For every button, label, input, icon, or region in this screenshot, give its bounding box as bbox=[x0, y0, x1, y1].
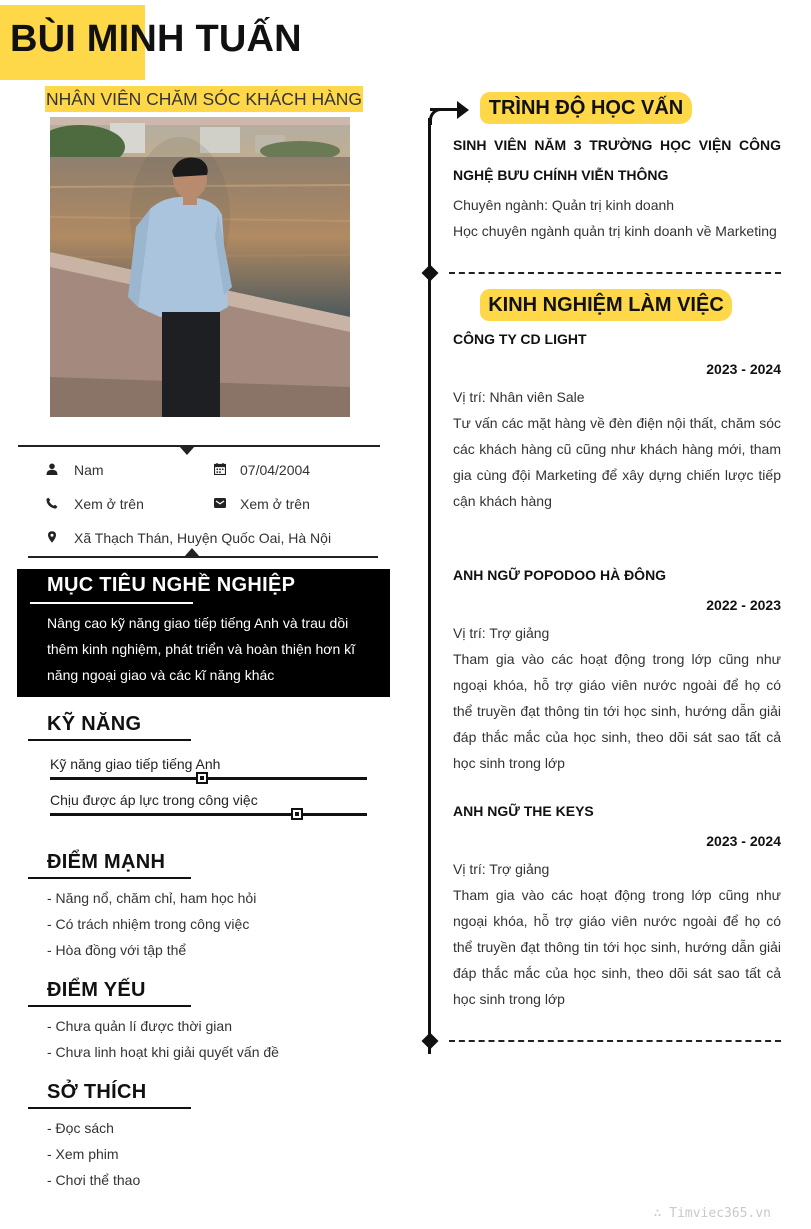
skill-level-marker bbox=[291, 808, 303, 820]
divider-pointer-down bbox=[179, 446, 195, 455]
hobbies-title: SỞ THÍCH bbox=[47, 1081, 147, 1103]
career-objective-underline bbox=[30, 602, 193, 604]
job-position: Vị trí: Nhân viên Sale bbox=[453, 389, 585, 405]
education-line: Chuyên ngành: Quản trị kinh doanh bbox=[453, 197, 675, 213]
skill-bar bbox=[50, 777, 367, 780]
job-period: 2023 - 2024 bbox=[706, 361, 781, 377]
section-dashed-divider bbox=[449, 272, 781, 274]
hobby-item: - Chơi thể thao bbox=[47, 1172, 141, 1188]
strengths-title: ĐIỂM MẠNH bbox=[47, 851, 166, 873]
job-company: ANH NGỮ THE KEYS bbox=[453, 803, 594, 819]
hobbies-underline bbox=[28, 1107, 191, 1109]
timeline-diamond-marker bbox=[422, 1033, 439, 1050]
strength-item: - Hòa đồng với tập thể bbox=[47, 942, 187, 958]
contact-email: Xem ở trên bbox=[240, 496, 310, 512]
job-description: Tham gia vào các hoạt động trong lớp cũng như ngoại khóa, hỗ trợ giáo viên nước ngoài để họ có thể truyền đạt thông tin tới học sinh, hướng dẫn giải đáp thắc mắc của học sinh, theo dõi sát sao tất cả học sinh trong lớp bbox=[453, 887, 781, 1007]
education-line: Học chuyên ngành quản trị kinh doanh về Marketing bbox=[453, 223, 777, 239]
section-dashed-divider bbox=[449, 1040, 781, 1042]
job-description: Tham gia vào các hoạt động trong lớp cũng như ngoại khóa, hỗ trợ giáo viên nước ngoài để họ có thể truyền đạt thông tin tới học sinh, hướng dẫn giải đáp thắc mắc của học sinh, theo dõi sát sao tất cả học sinh trong lớp bbox=[453, 651, 781, 771]
job-period: 2023 - 2024 bbox=[706, 833, 781, 849]
phone-icon bbox=[46, 496, 58, 508]
strengths-underline bbox=[28, 877, 191, 879]
skill-label: Chịu được áp lực trong công việc bbox=[50, 792, 258, 808]
contact-bottom-divider bbox=[28, 556, 378, 558]
contact-phone: Xem ở trên bbox=[74, 496, 144, 512]
skill-bar bbox=[50, 813, 367, 816]
weaknesses-title: ĐIỂM YẾU bbox=[47, 979, 146, 1001]
job-position: Vị trí: Trợ giảng bbox=[453, 861, 550, 877]
job-company: CÔNG TY CD LIGHT bbox=[453, 331, 587, 347]
weaknesses-underline bbox=[28, 1005, 191, 1007]
weakness-item: - Chưa quản lí được thời gian bbox=[47, 1018, 232, 1034]
watermark: ∴ Timviec365.vn bbox=[653, 1206, 771, 1221]
weakness-item: - Chưa linh hoạt khi giải quyết vấn đề bbox=[47, 1044, 279, 1060]
email-icon bbox=[214, 496, 226, 508]
job-position: Vị trí: Trợ giảng bbox=[453, 625, 550, 641]
skills-underline bbox=[28, 739, 191, 741]
contact-gender: Nam bbox=[74, 462, 104, 478]
contact-birthday: 07/04/2004 bbox=[240, 462, 311, 478]
education-school: SINH VIÊN NĂM 3 TRƯỜNG HỌC VIỆN CÔNG NGHỆ BƯU CHÍNH VIỄN THÔNG bbox=[453, 137, 781, 183]
job-period: 2022 - 2023 bbox=[706, 597, 781, 613]
experience-title: KINH NGHIỆM LÀM VIỆC bbox=[488, 294, 724, 316]
hobby-item: - Xem phim bbox=[47, 1146, 119, 1162]
career-objective-title: MỤC TIÊU NGHỀ NGHIỆP bbox=[47, 574, 296, 596]
skill-level-marker bbox=[196, 772, 208, 784]
contact-top-divider bbox=[18, 445, 380, 447]
timeline-diamond-marker bbox=[422, 265, 439, 282]
career-objective-text: Nâng cao kỹ năng giao tiếp tiếng Anh và trau dồi thêm kinh nghiệm, phát triển và hoàn thiện hơn kĩ năng ngoại giao và các kĩ năng khác bbox=[47, 615, 356, 683]
job-title: NHÂN VIÊN CHĂM SÓC KHÁCH HÀNG bbox=[45, 86, 363, 112]
job-description: Tư vấn các mặt hàng về đèn điện nội thất, chăm sóc các khách hàng cũ cũng như khách hàng mới, tham gia cùng đội Marketing để xây dựng chiến lược tiếp cận khách hàng bbox=[453, 415, 781, 509]
user-icon bbox=[46, 462, 58, 474]
skills-title: KỸ NĂNG bbox=[47, 713, 142, 735]
skill-label: Kỹ năng giao tiếp tiếng Anh bbox=[50, 756, 221, 772]
timeline-line bbox=[428, 118, 431, 1054]
candidate-name: BÙI MINH TUẤN bbox=[10, 18, 302, 60]
hobby-item: - Đọc sách bbox=[47, 1120, 114, 1136]
timeline-arrow-curve bbox=[429, 108, 446, 125]
strength-item: - Năng nổ, chăm chỉ, ham học hỏi bbox=[47, 890, 257, 906]
location-pin-icon bbox=[46, 530, 58, 542]
job-company: ANH NGỮ POPODOO HÀ ĐÔNG bbox=[453, 567, 667, 583]
timeline-arrow-icon bbox=[457, 101, 469, 119]
profile-photo bbox=[50, 117, 350, 417]
education-title: TRÌNH ĐỘ HỌC VẤN bbox=[488, 97, 684, 119]
calendar-icon bbox=[214, 462, 226, 474]
strength-item: - Có trách nhiệm trong công việc bbox=[47, 916, 250, 932]
contact-address: Xã Thạch Thán, Huyện Quốc Oai, Hà Nội bbox=[74, 530, 332, 546]
